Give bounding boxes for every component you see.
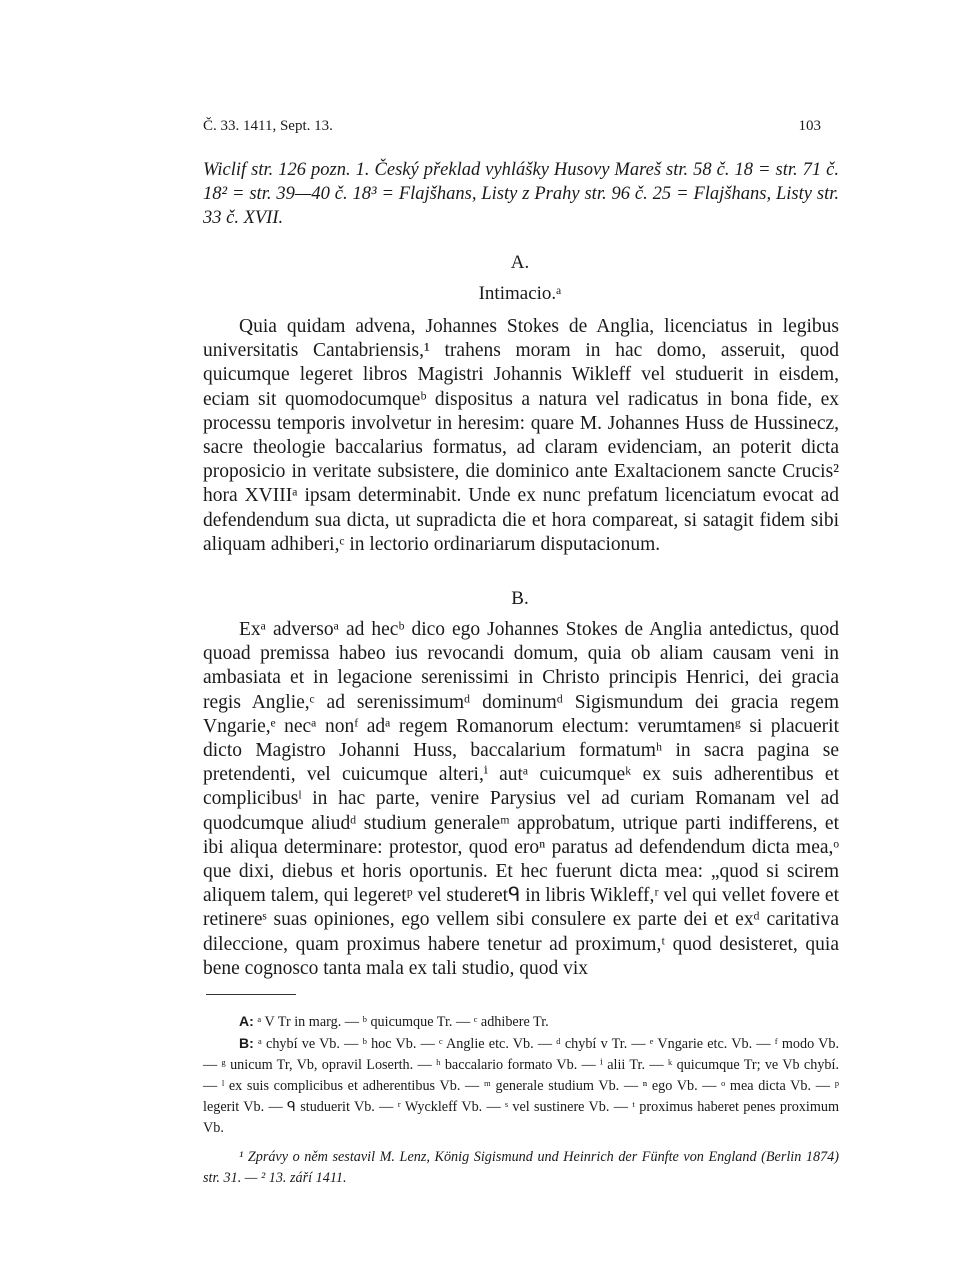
- apparatus-a: [203, 1011, 839, 1033]
- section-a-paragraph: Quia quidam advena, Johannes Stokes de Anglia, licenciatus in legibus universitatis Cantabriensis,¹ trahens moram in hac domo, asseruit, quod quicumque legeret libros Magistri Johannis Wikleff vel studuerit in eisdem, eciam sit quomodocumqueᵇ dispositus a natura vel radicatus in bona fide, ex processu temporis involvetur in heresim: quare M. Johannes Huss de Hussinecz, sacre theologie baccalarius formatus, ad claram evidenciam, an poterit dicta proposicio in veritate subsistere, die dominico ante Exaltacionem sancte Crucis² hora XVIIIᵃ ipsam determinabit. Unde ex nunc prefatum licenciatum evocat ad defendendum sua dicta, ut supradicta die et hora compareat, si satagit fidem sibi aliquam adhiberi,ᶜ in lectorio ordinariarum disputacionum.: [203, 316, 839, 555]
- footnotes: [203, 1147, 839, 1189]
- apparatus-b: [203, 1033, 839, 1139]
- section-b-letter: B.: [511, 588, 529, 609]
- section-a-letter: A.: [510, 252, 530, 273]
- bibliographic-note: Wiclif str. 126 pozn. 1. Český překlad vyhlášky Husovy Mareš str. 58 č. 18 = str. 71 č. 18² = str. 39—40 č. 18³ = Flajšhans, Listy z Prahy str. 96 č. 25 = Flajšhans, Listy str. 33 č. XVII.: [203, 160, 839, 228]
- critical-apparatus: [203, 1011, 839, 1189]
- section-a-body: [203, 315, 839, 557]
- section-a-title: Intimacio.ᵃ: [478, 283, 562, 304]
- section-b-body: [203, 618, 839, 981]
- apparatus-a-text: ᵃ V Tr in marg. — ᵇ quicumque Tr. — ᶜ adhibere Tr.: [257, 1014, 549, 1030]
- footnote-separator: [206, 994, 296, 995]
- footnotes-text: ¹ Zprávy o něm sestavil M. Lenz, König Sigismund und Heinrich der Fünfte von England (Berlin 1874) str. 31. — ² 13. září 1411.: [203, 1149, 839, 1186]
- apparatus-a-label: A:: [239, 1013, 254, 1029]
- page-number: 103: [798, 118, 821, 134]
- section-b-paragraph: Exᵃ adversoᵃ ad hecᵇ dico ego Johannes Stokes de Anglia antedictus, quod quoad premissa habeo ius revocandi domum, quia ob aliam causam veni in ambasiata et in legacione serenissimi in Christo principis Henrici, dei gracia regis Anglie,ᶜ ad serenissimumᵈ dominumᵈ Sigismundum dei gracia regem Vngarie,ᵉ necᵃ nonᶠ adᵃ regem Romanorum electum: verumtamenᵍ si placuerit dicto Magistro Johanni Huss, baccalarium formatumʰ in sacra pagina se pretendenti, vel cuicumque alteri,ⁱ autᵃ cuicumqueᵏ ex suis adherentibus et complicibusˡ in hac parte, venire Parysius vel ad curiam Romanam vel ad quodcumque aliudᵈ studium generaleᵐ approbatum, utrique parti indifferens, et ibi aliqua determinare: protestor, quod eroⁿ paratus ad defendendum dicta mea,ᵒ que dixi, diebus et horis oportunis. Et hec fuerunt dicta mea: „quod si scirem aliquem talem, qui legeretᵖ vel studeretᑫ in libris Wikleff,ʳ vel qui vellet fovere et retinereˢ suas opiniones, ego vellem sibi consulere ex parte dei et exᵈ caritativa dileccione, quam proximus habere tenetur ad proximum,ᵗ quod desisteret, quia bene cognosco tanta mala ex tali studio, quod vix: [203, 619, 839, 979]
- apparatus-b-text: ᵃ chybí ve Vb. — ᵇ hoc Vb. — ᶜ Anglie etc. Vb. — ᵈ chybí v Tr. — ᵉ Vngarie etc. Vb. — ᶠ modo Vb. — ᵍ unicum Tr, Vb, opravil Loserth. — ʰ baccalario formato Vb. — ⁱ alii Tr. — ᵏ quicumque Tr; ve Vb chybí. — ˡ ex suis complicibus et adherentibus Vb. — ᵐ generale studium Vb. — ⁿ ego Vb. — ᵒ mea dicta Vb. — ᵖ legerit Vb. — ᑫ studuerit Vb. — ʳ Wyckleff Vb. — ˢ vel sustinere Vb. — ᵗ proximus haberet penes proximum Vb.: [203, 1036, 839, 1136]
- apparatus-b-label: B:: [239, 1035, 254, 1051]
- header-document-reference: Č. 33. 1411, Sept. 13.: [203, 118, 333, 134]
